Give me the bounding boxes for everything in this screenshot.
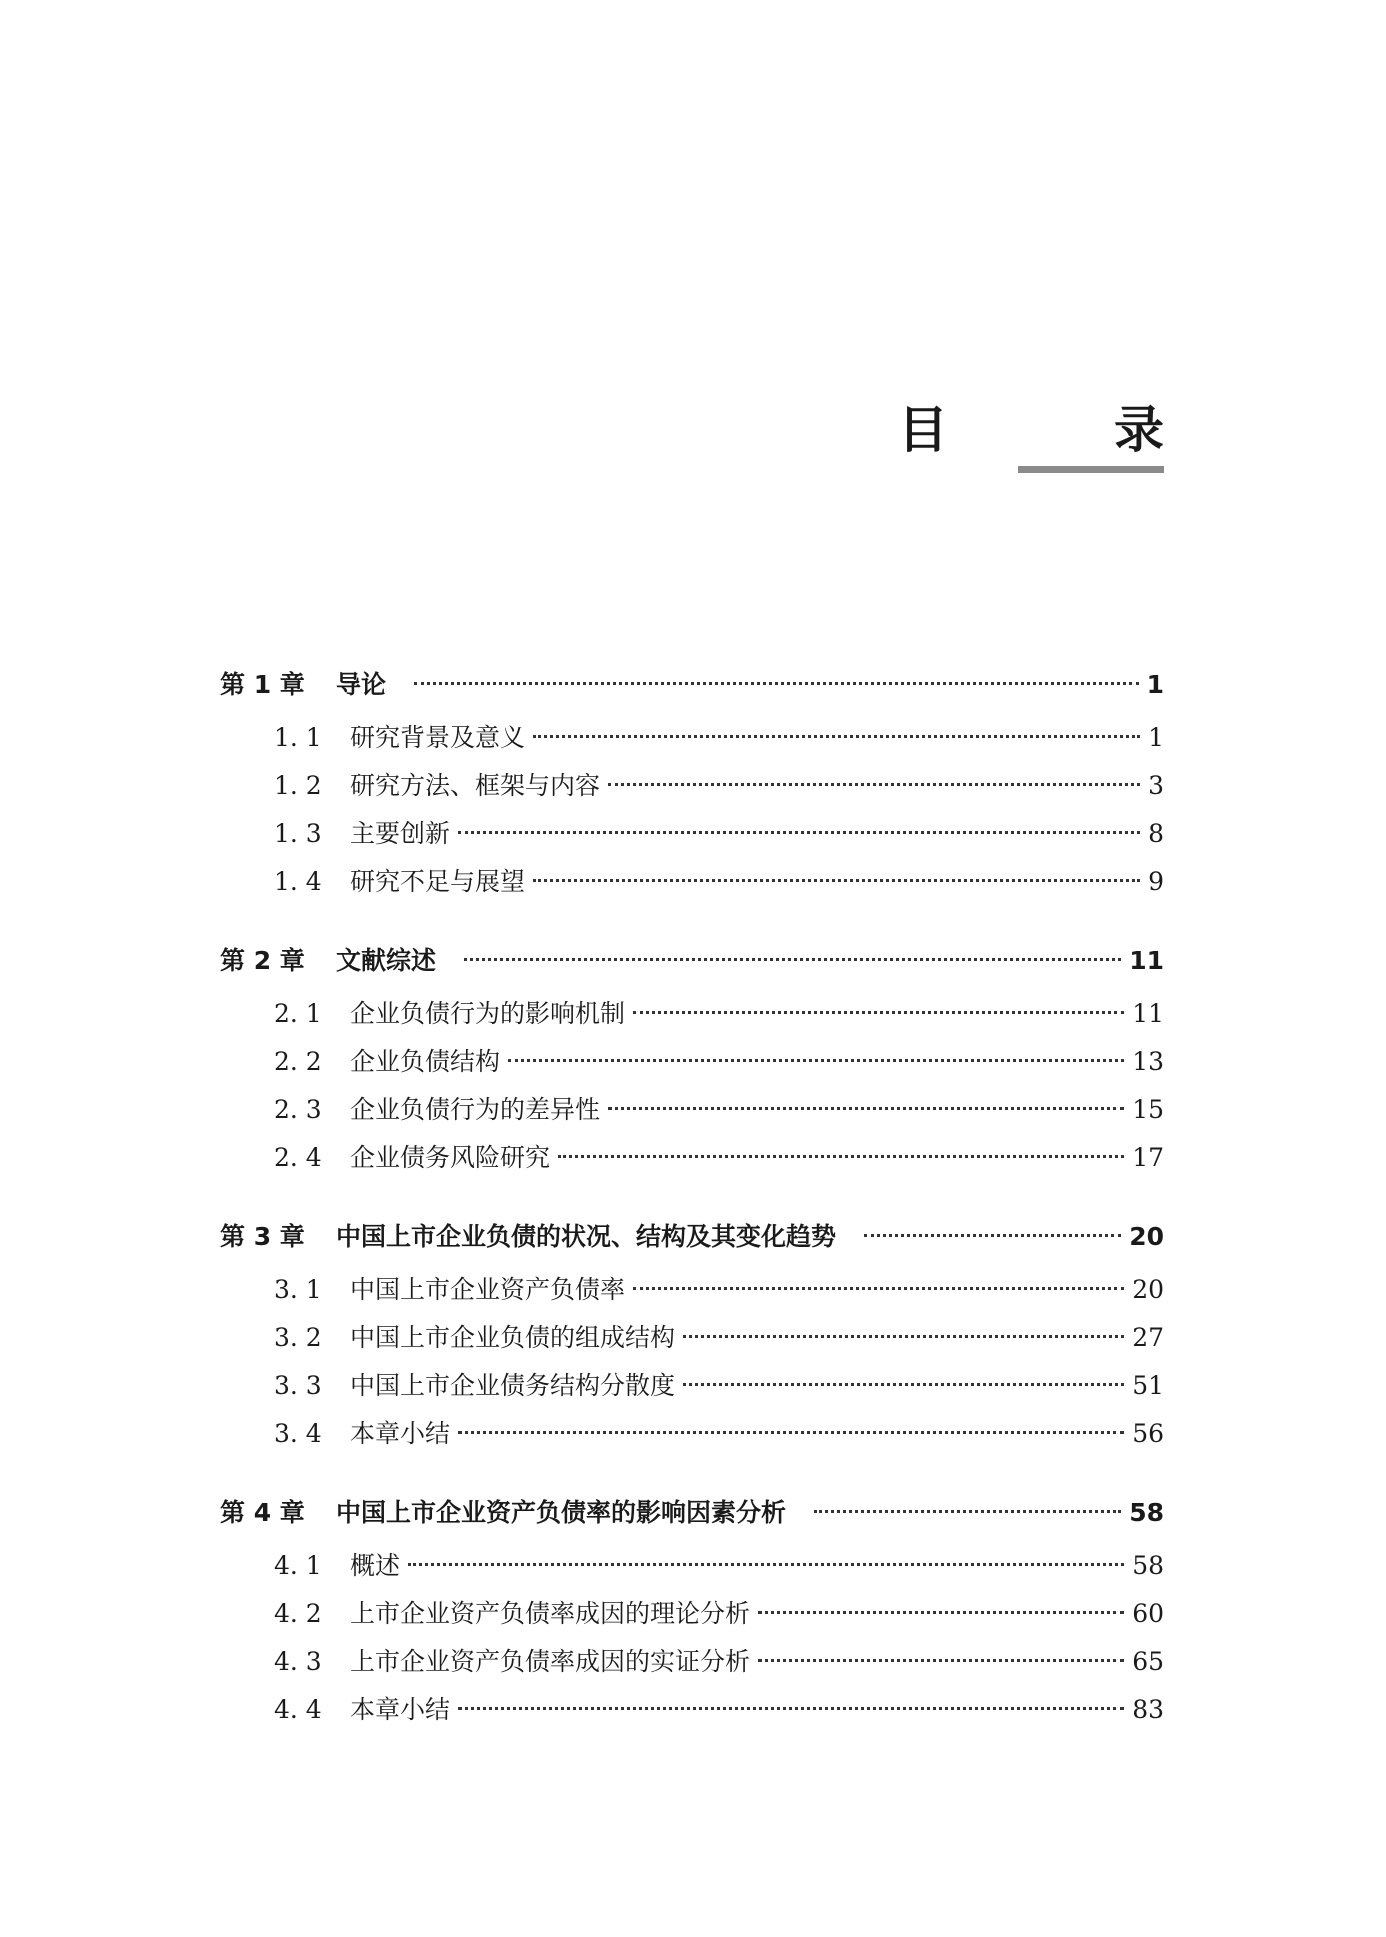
section-number: 4. 4 bbox=[274, 1695, 322, 1724]
dot-leader bbox=[633, 1287, 1124, 1290]
dot-leader bbox=[608, 1107, 1124, 1110]
section-number: 2. 3 bbox=[274, 1095, 322, 1124]
dot-leader bbox=[458, 1431, 1124, 1434]
toc-section-4-2[interactable] bbox=[220, 1590, 1164, 1638]
section-title: 本章小结 bbox=[350, 1419, 451, 1448]
toc-section-1-3[interactable] bbox=[220, 810, 1164, 858]
dot-leader bbox=[558, 1155, 1124, 1158]
chapter-title: 中国上市企业负债的状况、结构及其变化趋势 bbox=[336, 1222, 837, 1251]
dot-leader bbox=[683, 1335, 1124, 1338]
section-title: 本章小结 bbox=[350, 1695, 451, 1724]
section-title: 中国上市企业负债的组成结构 bbox=[350, 1323, 676, 1352]
section-number: 3. 3 bbox=[274, 1371, 322, 1400]
section-page: 3 bbox=[1148, 771, 1164, 800]
chapter-title: 中国上市企业资产负债率的影响因素分析 bbox=[336, 1498, 787, 1527]
section-number: 4. 2 bbox=[274, 1599, 322, 1628]
section-number: 2. 4 bbox=[274, 1143, 322, 1172]
section-title: 企业债务风险研究 bbox=[350, 1143, 551, 1172]
section-title: 上市企业资产负债率成因的理论分析 bbox=[350, 1599, 751, 1628]
chapter-number: 第 3 章 bbox=[220, 1222, 305, 1251]
toc-section-4-1[interactable] bbox=[220, 1542, 1164, 1590]
toc-section-2-3[interactable] bbox=[220, 1086, 1164, 1134]
section-title: 概述 bbox=[350, 1551, 401, 1580]
section-page: 1 bbox=[1148, 723, 1164, 752]
toc-chapter-2[interactable] bbox=[220, 936, 1164, 986]
dot-leader bbox=[683, 1383, 1124, 1386]
toc-section-3-2[interactable] bbox=[220, 1314, 1164, 1362]
toc-section-4-4[interactable] bbox=[220, 1686, 1164, 1734]
toc-section-2-1[interactable] bbox=[220, 990, 1164, 1038]
section-page: 51 bbox=[1132, 1371, 1164, 1400]
toc-section-1-1[interactable] bbox=[220, 714, 1164, 762]
section-title: 企业负债行为的影响机制 bbox=[350, 999, 626, 1028]
section-title: 中国上市企业债务结构分散度 bbox=[350, 1371, 676, 1400]
section-title: 企业负债行为的差异性 bbox=[350, 1095, 601, 1124]
table-of-contents bbox=[220, 660, 1164, 1734]
chapter-page: 11 bbox=[1129, 946, 1164, 975]
section-page: 56 bbox=[1132, 1419, 1164, 1448]
dot-leader bbox=[814, 1510, 1121, 1513]
dot-leader bbox=[464, 958, 1121, 961]
toc-section-1-4[interactable] bbox=[220, 858, 1164, 906]
dot-leader bbox=[533, 879, 1140, 882]
dot-leader bbox=[608, 783, 1140, 786]
section-number: 2. 1 bbox=[274, 999, 322, 1028]
section-title: 中国上市企业资产负债率 bbox=[350, 1275, 626, 1304]
dot-leader bbox=[408, 1563, 1124, 1566]
toc-section-3-4[interactable] bbox=[220, 1410, 1164, 1458]
chapter-page: 1 bbox=[1146, 670, 1164, 699]
section-number: 1. 4 bbox=[274, 867, 322, 896]
section-page: 60 bbox=[1132, 1599, 1164, 1628]
dot-leader bbox=[864, 1234, 1121, 1237]
section-page: 8 bbox=[1148, 819, 1164, 848]
toc-chapter-1[interactable] bbox=[220, 660, 1164, 710]
toc-section-3-1[interactable] bbox=[220, 1266, 1164, 1314]
section-number: 1. 1 bbox=[274, 723, 322, 752]
section-title: 企业负债结构 bbox=[350, 1047, 501, 1076]
dot-leader bbox=[458, 1707, 1124, 1710]
toc-section-2-4[interactable] bbox=[220, 1134, 1164, 1182]
section-number: 3. 4 bbox=[274, 1419, 322, 1448]
toc-chapter-3[interactable] bbox=[220, 1212, 1164, 1262]
section-page: 58 bbox=[1132, 1551, 1164, 1580]
section-title: 研究不足与展望 bbox=[350, 867, 526, 896]
chapter-page: 58 bbox=[1129, 1498, 1164, 1527]
section-page: 20 bbox=[1132, 1275, 1164, 1304]
section-page: 9 bbox=[1148, 867, 1164, 896]
chapter-title: 文献综述 bbox=[336, 946, 437, 975]
section-page: 27 bbox=[1132, 1323, 1164, 1352]
toc-section-2-2[interactable] bbox=[220, 1038, 1164, 1086]
section-page: 11 bbox=[1132, 999, 1164, 1028]
dot-leader bbox=[458, 831, 1140, 834]
section-page: 13 bbox=[1132, 1047, 1164, 1076]
section-title: 主要创新 bbox=[350, 819, 451, 848]
toc-section-3-3[interactable] bbox=[220, 1362, 1164, 1410]
dot-leader bbox=[758, 1611, 1124, 1614]
chapter-page: 20 bbox=[1129, 1222, 1164, 1251]
section-title: 研究方法、框架与内容 bbox=[350, 771, 601, 800]
title-underline bbox=[1018, 466, 1164, 473]
chapter-number: 第 2 章 bbox=[220, 946, 305, 975]
dot-leader bbox=[533, 735, 1140, 738]
toc-section-4-3[interactable] bbox=[220, 1638, 1164, 1686]
dot-leader bbox=[758, 1659, 1124, 1662]
section-page: 83 bbox=[1132, 1695, 1164, 1724]
section-number: 1. 3 bbox=[274, 819, 322, 848]
section-title: 研究背景及意义 bbox=[350, 723, 526, 752]
toc-chapter-4[interactable] bbox=[220, 1488, 1164, 1538]
dot-leader bbox=[414, 682, 1139, 685]
chapter-number: 第 4 章 bbox=[220, 1498, 305, 1527]
section-number: 1. 2 bbox=[274, 771, 322, 800]
section-number: 2. 2 bbox=[274, 1047, 322, 1076]
section-number: 3. 1 bbox=[274, 1275, 322, 1304]
chapter-number: 第 1 章 bbox=[220, 670, 305, 699]
page-title: 目 录 bbox=[898, 401, 1222, 459]
toc-section-1-2[interactable] bbox=[220, 762, 1164, 810]
chapter-title: 导论 bbox=[336, 670, 387, 699]
dot-leader bbox=[633, 1011, 1124, 1014]
section-page: 65 bbox=[1132, 1647, 1164, 1676]
section-number: 4. 1 bbox=[274, 1551, 322, 1580]
section-number: 4. 3 bbox=[274, 1647, 322, 1676]
dot-leader bbox=[508, 1059, 1124, 1062]
section-page: 15 bbox=[1132, 1095, 1164, 1124]
title-block bbox=[898, 400, 1222, 473]
section-number: 3. 2 bbox=[274, 1323, 322, 1352]
section-page: 17 bbox=[1132, 1143, 1164, 1172]
section-title: 上市企业资产负债率成因的实证分析 bbox=[350, 1647, 751, 1676]
